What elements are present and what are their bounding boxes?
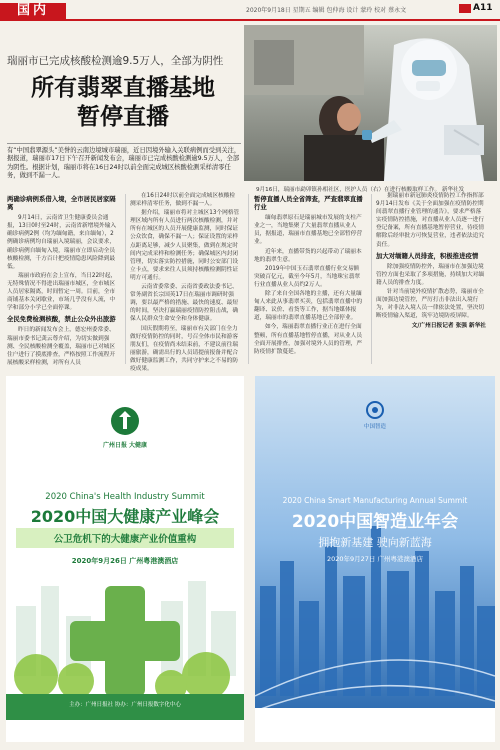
subheading: 暂停直播人员全省筛查，严查翡翠直播行业 — [254, 195, 363, 212]
article-lead: 有“中国翡翠源头”美誉的云南边境城市瑞丽，近日因境外输入关联病例而受到关注，据报道，瑞丽市17日下午召开新闻发布会，瑞丽市已完成核酸检测逾9.5万人，全部为阴性。根据计划，瑞丽市将在16日24时以前全面完成城区核酸检测采样清零任务，做到不漏一人。 — [7, 143, 241, 181]
masthead-badge — [459, 4, 471, 13]
paragraph: 国庆假期将至，瑞丽市有关部门在全力做好疫情防控的同时，号召全体市民和游客朋友们，在疫情尚未结束前，不建议前往瑞丽旅游，确需出行的人员请提前报备并配合做好健康监测工作，共同守护来之不易的防疫成果。 — [130, 325, 239, 372]
ad-title-cn: 2020中国大健康产业峰会 — [30, 507, 220, 526]
paragraph: 近年来，直播带货的兴起带动了瑞丽本地的翡翠生意。 — [254, 248, 362, 263]
ad-logo-label: 广州日报 大健康 — [102, 442, 148, 449]
ad-title-en: 2020 China Smart Manufacturing Annual Summit — [282, 496, 468, 505]
paragraph: 9月14日，云南省卫生健康委员会通报，13日0时至24时，云南省新增境外输入确诊病例2例（均为缅甸籍，来自缅甸），2例确诊病例均自瑞丽入境瑞丽，会议要求，确诊病例自缅甸入境，瑞丽市立即启动全员核酸检测，千方百计把疫情隐患风险降到最低。 — [7, 215, 117, 270]
photo-caption: 9月16日，瑞丽市勐卯镇孙相社区，医护人员（右）在进行核酸取样工作。 新华社发 — [256, 187, 465, 193]
article-credit: 文/广州日报记者 张强 新华社 — [411, 323, 486, 330]
article-kicker: 瑞丽市已完成核酸检测逾9.5万人，全部为阴性 — [7, 55, 224, 67]
article-column-4 — [376, 192, 486, 331]
news-photo — [244, 25, 497, 181]
ad-title-en: 2020 China's Health Industry Summit — [45, 492, 205, 502]
ad-logo-label: 中国智造 — [363, 424, 386, 430]
article-column-2 — [130, 192, 240, 374]
ad-health-summit[interactable] — [6, 376, 244, 742]
page-number: A11 — [473, 3, 493, 13]
paragraph: 在16日24时以前全面完成城区核酸检测采样清零任务，做到不漏一人。 — [130, 193, 236, 208]
paragraph: 据瑞丽市新冠肺炎疫情防控工作指挥部9月14日发布《关于全面加强在疫情防控期间翡翠直播行业管理的通告》，要求严格落实疫情防控措施，对直播从业人员逐一进行登记备案，所有直播基地暂停营业，待疫情解除后经审批方可恢复营业，违者依法追究责任。 — [376, 193, 485, 248]
ad-title-cn: 2020中国智造业年会 — [291, 512, 459, 532]
column-divider — [248, 194, 249, 364]
paragraph: 除加强疫情防控外，瑞丽市在加强边境管控方面也采取了多项措施，持续加大对缅籍人员的排查力度。 — [376, 263, 485, 286]
subheading: 全民免费检测核酸，禁止公众外出旅游 — [7, 315, 116, 324]
paragraph: 昨日的新闻发布会上，德宏州委常委、瑞丽市委书记龚云尊介绍，为切实做到强测、全民核酸检测全覆盖，瑞丽市已对城区住户进行了摸底排查，严格按照工作流程开展核酸采样检测，对所有人员 — [7, 327, 116, 366]
paragraph: 缅甸翡翠原石是瑞丽城市发展的支柱产业之一，当地集聚了大量翡翠直播从业人员，据报道，瑞丽市直播基地已全部暂停营业。 — [254, 215, 363, 246]
section-tag: 国内 — [0, 3, 66, 19]
article-headline-line2: 暂停直播 — [77, 103, 169, 130]
dateline: 2020年9月18日 星期五 编辑 包仲海 设计 蒙玲 校对 蔡永文 — [246, 7, 407, 14]
subheading: 两确诊病例系借入境，全市居民居家隔离 — [7, 195, 116, 212]
article-headline-line1: 所有翡翠直播基地 — [31, 74, 215, 101]
ad-date-place: 2020年9月27日 广州粤港澳酒店 — [326, 555, 423, 563]
column-divider — [371, 194, 372, 364]
subheading: 加大对缅籍人员排查，积极推进疫情 — [376, 251, 479, 260]
column-divider — [125, 194, 126, 364]
paragraph: 据介绍，瑞丽市将对主城区13个网格管理区域内所有人员进行两次核酸检测，并对所有在城区的人员开展健康监测，同时保证公众饮食，确保不漏一人；保证设置的采样点距离足够，减少人员聚集，做到在规定时间内完成采样和检测任务；确保城区内封闭管理，切实落实防控措施，同时公安部门设立卡点，要求来往人员须持核酸检测阴性证明方可通行。 — [130, 210, 240, 281]
ad-smart-manufacturing-summit[interactable] — [255, 376, 495, 742]
paragraph: 云南省委常委、云南省委政法委书记、常务副省长宗国英17日在瑞丽市调研时强调，要以最严格的措施、最快的速度、最短的时间，坚决打赢瑞丽疫情防控阻击战，确保人民群众生命安全和身体健康。 — [130, 284, 239, 323]
ad-date-place: 2020年9月26日 广州粤港澳酒店 — [71, 557, 179, 565]
ad-theme: 拥抱新基建 驶向新蓝海 — [318, 536, 432, 549]
paragraph: 如今，瑞丽翡翠直播行业正在进行全面整顿，所有直播基地暂停直播，对从业人员全面开展排查，加强对境外人员的管理，严防疫情扩散蔓延。 — [254, 324, 363, 355]
paragraph: 瑞丽市政府在会上宣布，当日22时起，无特殊情况不得进出瑞丽市城区，全市城区人员居家隔离，时间暂定一周。目前，全市商铺基本关闭歇业，市场几乎没有人流，中学和部分小学已全面停课。 — [7, 272, 117, 312]
paragraph: 针对当前境外疫情扩散态势，瑞丽市全面加强边境管控，严厉打击非法出入境行为，对非法入境人员一律依法处置，坚决切断疫情输入渠道，筑牢边境防疫屏障。 — [376, 289, 485, 320]
article-column-3 — [254, 192, 364, 357]
ad-theme: 公卫危机下的大健康产业价值重构 — [16, 528, 234, 548]
paragraph: 除了来自全国各地的主播，还有大量缅甸人来此从事翡翠买卖，包括翡翠直播中的翻译、议价、看货等工作，据当地媒体报道，瑞丽市的翡翠直播基地已全部停业。 — [254, 291, 363, 322]
ad-organizers: 主办：广州日报社 协办：广州日报数字化中心 — [69, 702, 181, 708]
paragraph: 2019年中国玉石翡翠直播行业交易额突破百亿元，截至今年5月，当地珠宝翡翠行业直播从业人员约2万人。 — [254, 265, 360, 288]
article-column-1 — [7, 192, 117, 368]
page-header — [0, 0, 500, 20]
header-rule — [0, 19, 500, 21]
